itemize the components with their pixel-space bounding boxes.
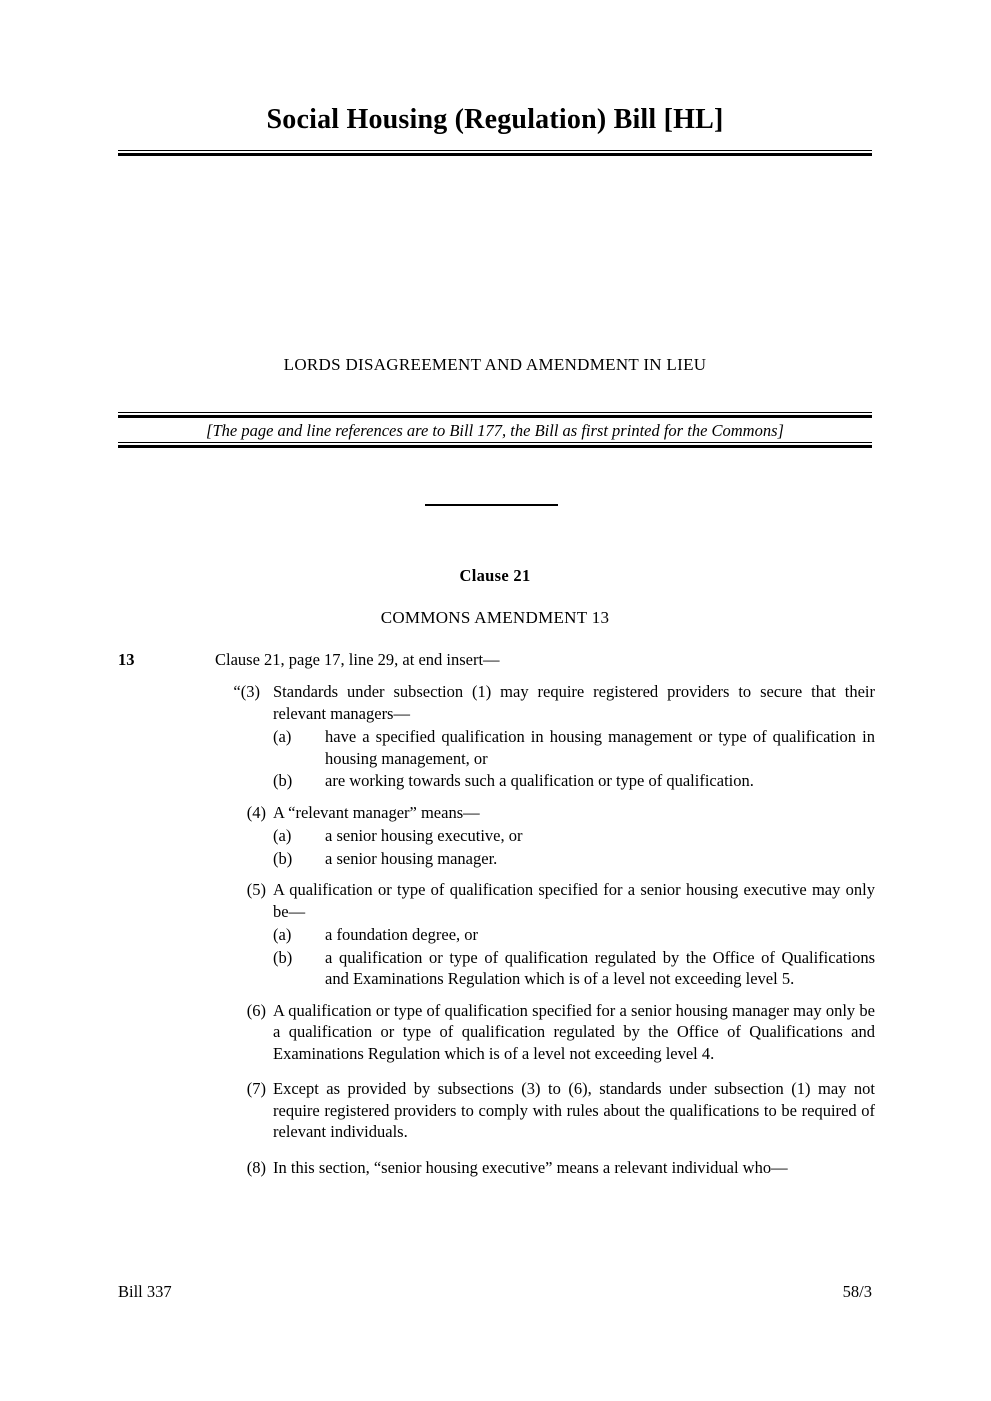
paragraph-text: a senior housing manager. [325,848,498,868]
paragraph-marker: (a) [273,826,292,845]
subsection-marker: (6) [246,1000,266,1020]
clause-heading: Clause 21 [459,566,531,585]
lettered-paragraph [273,947,875,990]
amendment-number: 13 [118,650,135,669]
lords-disagreement-heading: LORDS DISAGREEMENT AND AMENDMENT IN LIEU [283,355,707,374]
rule-thin-line [118,442,872,443]
subsection [118,1078,875,1143]
subsection-text: A qualification or type of qualification specified for a senior housing manager may only be a qualification or type of qualification regulated by the Office of Qualifications and Examinations Regulation which is of a level not exceeding level 4. [273,1000,875,1063]
title-double-rule [118,150,872,156]
subsection-text: A qualification or type of qualification specified for a senior housing executive may only be— [273,880,875,921]
note-bottom-double-rule [118,442,872,448]
note-top-double-rule [118,412,872,418]
paragraph-text: are working towards such a qualification or type of qualification. [325,771,754,790]
amendment-intro-line: Clause 21, page 17, line 29, at end insert— [215,650,500,669]
subsection [118,681,875,792]
paragraph-text: have a specified qualification in housing management or type of qualification in housing management, or [325,727,875,768]
rule-thick-line [118,415,872,418]
lettered-paragraph [273,770,875,792]
lettered-paragraph [273,924,875,946]
subsection-text: In this section, “senior housing executive” means a relevant individual who— [273,1157,788,1177]
footer-page-number: 58/3 [842,1282,872,1301]
lettered-paragraph-list [273,924,875,990]
rule-thick-line [118,153,872,156]
subsection-text: A “relevant manager” means— [273,802,480,822]
subsection-marker: (5) [246,880,266,899]
rule-thin-line [118,412,872,413]
lettered-paragraph [273,825,875,847]
rule-thin-line [118,150,872,151]
paragraph-marker: (b) [273,947,293,967]
lettered-paragraph-list [273,825,875,869]
paragraph-text: a foundation degree, or [325,925,479,944]
subsection [118,879,875,990]
lettered-paragraph-list [273,726,875,792]
page-title: Social Housing (Regulation) Bill [HL] [266,104,724,135]
paragraph-marker: (a) [273,727,292,746]
rule-thick-line [118,445,872,448]
footer-bill-number: Bill 337 [118,1282,172,1301]
subsection-marker: (8) [246,1157,266,1177]
section-divider-rule [425,504,558,506]
subsection-marker: “(3) [233,682,260,701]
paragraph-marker: (a) [273,925,292,944]
lettered-paragraph [273,848,875,870]
reference-note: [The page and line references are to Bill 177, the Bill as first printed for the Commons] [206,421,784,440]
lettered-paragraph [273,726,875,769]
paragraph-text: a qualification or type of qualification regulated by the Office of Qualifications and Examinations Regulation which is of a level not exceeding level 5. [325,947,875,988]
subsection-text: Standards under subsection (1) may require registered providers to secure that their relevant managers— [273,682,875,723]
subsection-marker: (4) [246,802,266,822]
amendment-heading: COMMONS AMENDMENT 13 [380,608,610,627]
subsection-text: Except as provided by subsections (3) to (6), standards under subsection (1) may not require registered providers to comply with rules about the qualifications to be required of relevant individuals. [273,1079,875,1141]
subsection [118,1000,875,1065]
paragraph-marker: (b) [273,848,293,868]
subsection [118,802,875,870]
amendment-body [118,681,875,1192]
subsection-marker: (7) [246,1079,266,1098]
paragraph-text: a senior housing executive, or [325,826,523,845]
subsection [118,1157,875,1179]
paragraph-marker: (b) [273,771,293,790]
